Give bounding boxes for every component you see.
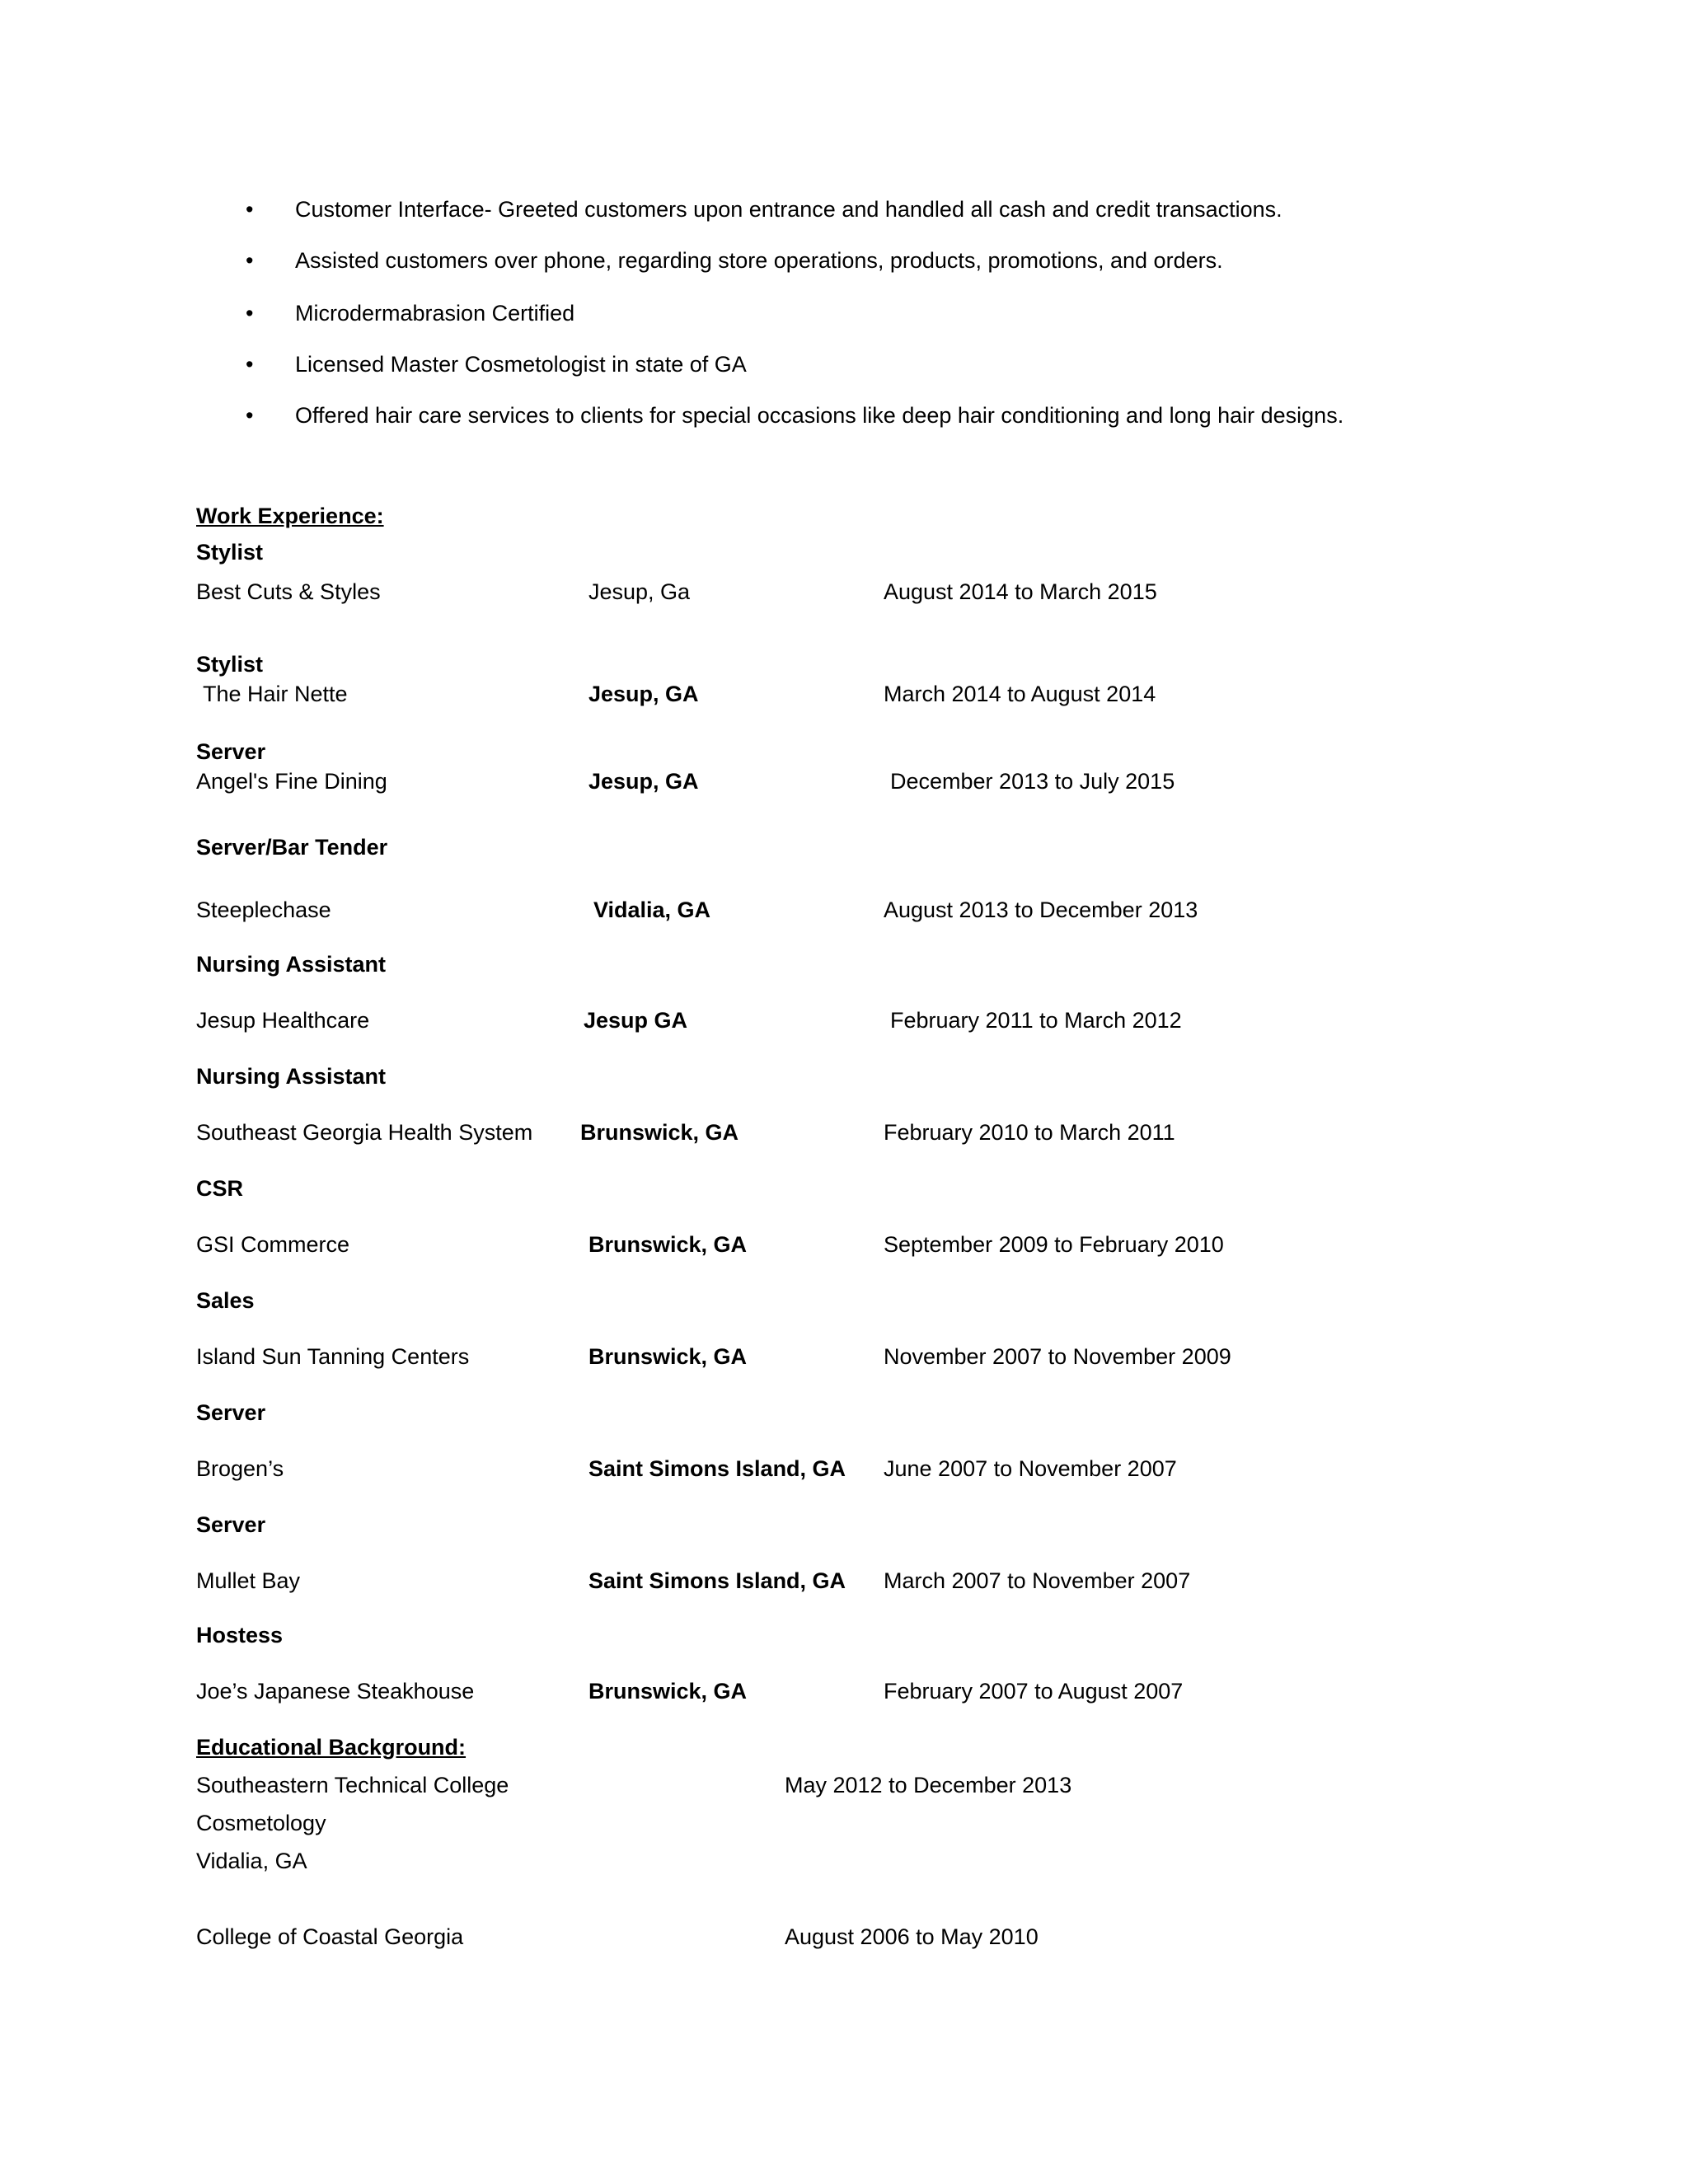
job-title: Nursing Assistant — [196, 952, 387, 977]
job-location: Jesup, GA — [588, 682, 699, 706]
job-location: Jesup GA — [584, 1008, 688, 1033]
job-title: Sales — [196, 1288, 255, 1313]
bullet-icon: • — [246, 248, 254, 273]
education-school: College of Coastal Georgia — [196, 1924, 464, 1949]
job-location: Brunswick, GA — [588, 1232, 748, 1257]
job-title: Nursing Assistant — [196, 1064, 387, 1089]
job-dates: February 2007 to August 2007 — [884, 1679, 1184, 1704]
job-dates: February 2010 to March 2011 — [884, 1120, 1175, 1145]
education-location: Vidalia, GA — [196, 1849, 307, 1873]
bullet-icon: • — [246, 197, 254, 222]
job-employer: Best Cuts & Styles — [196, 579, 381, 604]
job-dates: November 2007 to November 2009 — [884, 1344, 1231, 1369]
job-employer: GSI Commerce — [196, 1232, 350, 1257]
job-title: CSR — [196, 1176, 244, 1201]
job-dates: June 2007 to November 2007 — [884, 1456, 1177, 1481]
job-location: Jesup, GA — [588, 769, 699, 794]
job-title: Server — [196, 1512, 266, 1537]
job-dates: March 2007 to November 2007 — [884, 1568, 1191, 1593]
job-employer: Angel's Fine Dining — [196, 769, 387, 794]
job-employer: Brogen’s — [196, 1456, 284, 1481]
job-dates: August 2013 to December 2013 — [884, 898, 1198, 922]
job-title: Server — [196, 739, 266, 764]
bullet-icon: • — [246, 352, 254, 377]
job-employer: Mullet Bay — [196, 1568, 301, 1593]
bullet-item: Microdermabrasion Certified — [295, 301, 575, 326]
job-location: Brunswick, GA — [580, 1120, 739, 1145]
job-location: Jesup, Ga — [588, 579, 691, 604]
job-dates: December 2013 to July 2015 — [890, 769, 1175, 794]
job-employer: Southeast Georgia Health System — [196, 1120, 533, 1145]
bullet-icon: • — [246, 301, 254, 326]
job-title: Hostess — [196, 1623, 284, 1647]
bullet-icon: • — [246, 403, 254, 428]
job-title: Stylist — [196, 540, 264, 565]
education-school: Southeastern Technical College — [196, 1773, 509, 1797]
work-experience-heading: Work Experience: — [196, 504, 384, 528]
job-employer: Steeplechase — [196, 898, 331, 922]
job-location: Vidalia, GA — [593, 898, 711, 922]
bullet-item: Licensed Master Cosmetologist in state of GA — [295, 352, 747, 377]
job-dates: February 2011 to March 2012 — [890, 1008, 1182, 1033]
job-location: Brunswick, GA — [588, 1679, 748, 1704]
job-location: Brunswick, GA — [588, 1344, 748, 1369]
job-title: Server — [196, 1400, 266, 1425]
bullet-item: Customer Interface- Greeted customers upon entrance and handled all cash and credit transactions. — [295, 197, 1282, 222]
education-program: Cosmetology — [196, 1811, 326, 1835]
bullet-item: Offered hair care services to clients for special occasions like deep hair conditioning and long hair designs. — [295, 403, 1344, 428]
education-heading: Educational Background: — [196, 1735, 467, 1760]
education-dates: August 2006 to May 2010 — [785, 1924, 1039, 1949]
job-title: Server/Bar Tender — [196, 835, 388, 860]
job-dates: September 2009 to February 2010 — [884, 1232, 1224, 1257]
bullet-item: Assisted customers over phone, regarding store operations, products, promotions, and orders. — [295, 248, 1223, 273]
job-dates: March 2014 to August 2014 — [884, 682, 1156, 706]
job-employer: Jesup Healthcare — [196, 1008, 370, 1033]
job-employer: Island Sun Tanning Centers — [196, 1344, 470, 1369]
job-dates: August 2014 to March 2015 — [884, 579, 1157, 604]
education-dates: May 2012 to December 2013 — [785, 1773, 1072, 1797]
job-employer: Joe’s Japanese Steakhouse — [196, 1679, 475, 1704]
job-location: Saint Simons Island, GA — [588, 1456, 846, 1481]
job-location: Saint Simons Island, GA — [588, 1568, 846, 1593]
job-title: Stylist — [196, 652, 264, 677]
job-employer: The Hair Nette — [203, 682, 348, 706]
